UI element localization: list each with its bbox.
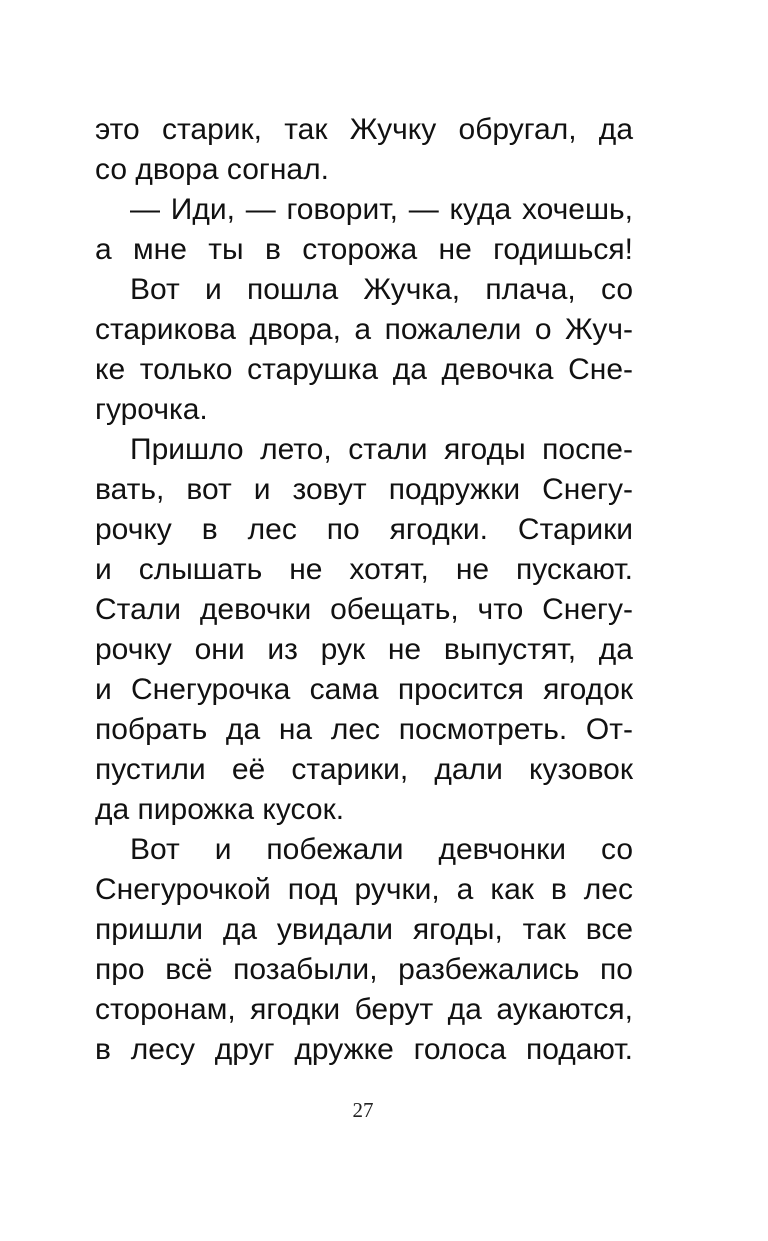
text-line: рочку в лес по ягодки. Старики [95, 513, 633, 546]
text-line: в лесу друг дружке голоса подают. [95, 1033, 633, 1066]
text-line: и Снегурочка сама просится ягодок [95, 673, 633, 706]
text-line: Пришло лето, стали ягоды поспе- [130, 433, 633, 466]
text-line: Снегурочкой под ручки, а как в лес [95, 873, 633, 906]
text-line: со двора согнал. [95, 153, 329, 186]
text-line: старикова двора, а пожалели о Жуч- [95, 313, 633, 346]
text-line: Вот и побежали девчонки со [130, 833, 633, 866]
text-line: пустили её старики, дали кузовок [95, 753, 633, 786]
text-line: — Иди, — говорит, — куда хочешь, [130, 193, 633, 226]
text-line: гурочка. [95, 393, 208, 426]
text-line: ке только старушка да девочка Сне- [95, 353, 633, 386]
text-line: пришли да увидали ягоды, так все [95, 913, 633, 946]
text-line: это старик, так Жучку обругал, да [95, 113, 633, 146]
text-line: побрать да на лес посмотреть. От- [95, 713, 633, 746]
text-line: Стали девочки обещать, что Снегу- [95, 593, 633, 626]
text-line: рочку они из рук не выпустят, да [95, 633, 633, 666]
text-line: и слышать не хотят, не пускают. [95, 553, 633, 586]
page-number: 27 [352, 1098, 374, 1122]
text-line: сторонам, ягодки берут да аукаются, [95, 993, 633, 1026]
text-line: вать, вот и зовут подружки Снегу- [95, 473, 633, 506]
text-line: про всё позабыли, разбежались по [95, 953, 633, 986]
text-line: Вот и пошла Жучка, плача, со [130, 273, 633, 306]
text-line: да пирожка кусок. [95, 793, 345, 826]
text-line: а мне ты в сторожа не годишься! [95, 233, 633, 266]
body-text [95, 110, 633, 1070]
